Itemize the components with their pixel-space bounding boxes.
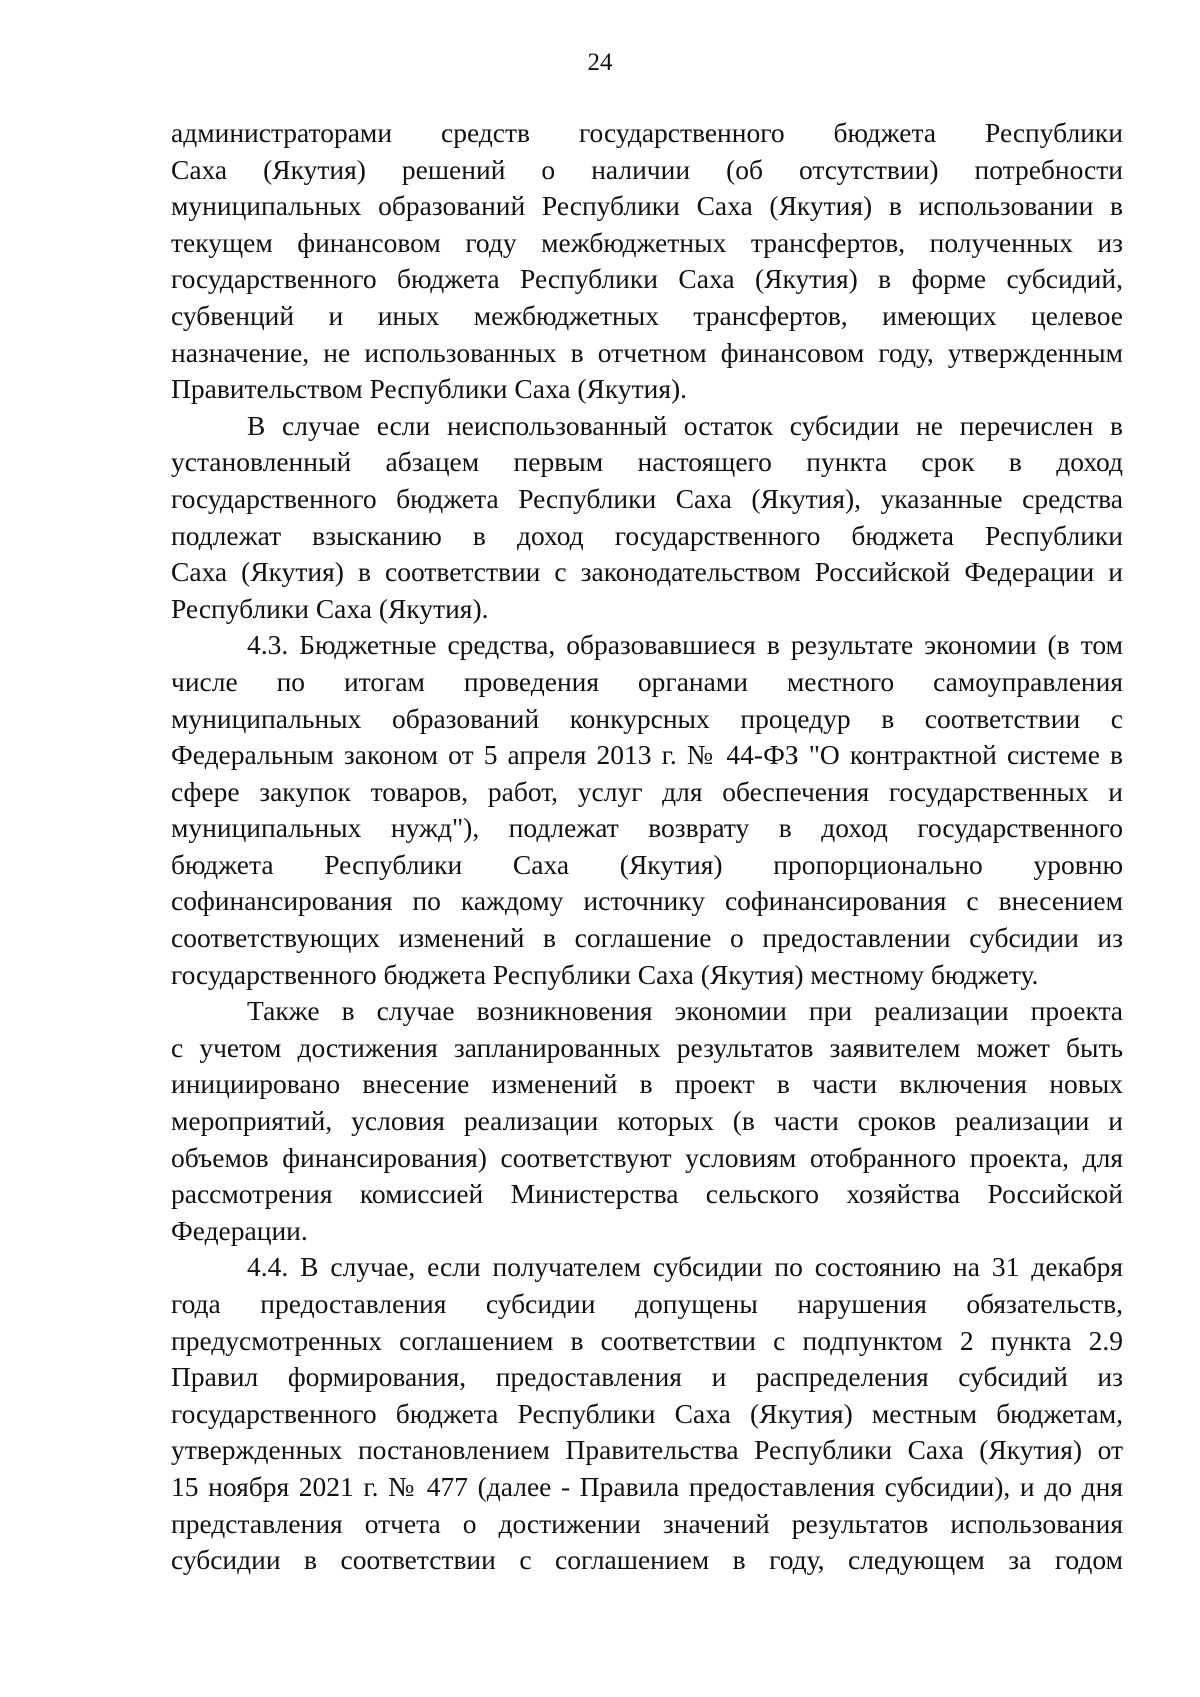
paragraph [171, 1249, 1123, 1578]
text-line: государственного бюджета Республики Саха (Якутия) в форме субсидий, [171, 263, 1123, 295]
text-line: рассмотрения комиссией Министерства сельского хозяйства Российской [171, 1178, 1123, 1210]
text-line: инициировано внесение изменений в проект в части включения новых [171, 1068, 1123, 1100]
paragraph [171, 115, 1123, 408]
document-body [171, 115, 1123, 1579]
text-line: субсидии в соответствии с соглашением в году, следующем за годом [171, 1544, 1123, 1576]
text-line: утвержденных постановлением Правительства Республики Саха (Якутия) от [171, 1434, 1123, 1466]
text-line: установленный абзацем первым настоящего пункта срок в доход [171, 446, 1123, 478]
text-line: субвенций и иных межбюджетных трансфертов, имеющих целевое [171, 299, 1123, 331]
text-line: государственного бюджета Республики Саха (Якутия), указанные средства [171, 482, 1123, 514]
text-line: Правительством Республики Саха (Якутия). [171, 373, 688, 405]
text-line: с учетом достижения запланированных результатов заявителем может быть [171, 1031, 1123, 1063]
text-line: Правил формирования, предоставления и распределения субсидий из [171, 1361, 1123, 1393]
text-line: софинансирования по каждому источнику софинансирования с внесением [171, 885, 1123, 917]
text-line: представления отчета о достижении значений результатов использования [171, 1507, 1123, 1539]
text-line: предусмотренных соглашением в соответствии с подпунктом 2 пункта 2.9 [171, 1324, 1123, 1356]
text-line: Саха (Якутия) решений о наличии (об отсутствии) потребности [171, 153, 1123, 185]
text-line: Саха (Якутия) в соответствии с законодательством Российской Федерации и [171, 556, 1123, 588]
text-line: Также в случае возникновения экономии при реализации проекта [247, 995, 1123, 1027]
text-line: Республики Саха (Якутия). [171, 592, 489, 624]
text-line: сфере закупок товаров, работ, услуг для обеспечения государственных и [171, 775, 1123, 807]
text-line: числе по итогам проведения органами местного самоуправления [171, 665, 1123, 697]
text-line: 15 ноября 2021 г. № 477 (далее - Правила предоставления субсидии), и до дня [171, 1470, 1123, 1502]
text-line: В случае если неиспользованный остаток субсидии не перечислен в [247, 409, 1123, 441]
text-line: Федеральным законом от 5 апреля 2013 г. № 44-ФЗ "О контрактной системе в [171, 739, 1123, 771]
text-line: государственного бюджета Республики Саха (Якутия) местным бюджетам, [171, 1397, 1123, 1429]
text-line: текущем финансовом году межбюджетных трансфертов, полученных из [171, 226, 1123, 258]
text-line: 4.4. В случае, если получателем субсидии по состоянию на 31 декабря [247, 1251, 1123, 1283]
paragraph [171, 408, 1123, 628]
text-line: Федерации. [171, 1214, 308, 1246]
text-line: муниципальных образований конкурсных процедур в соответствии с [171, 702, 1123, 734]
text-line: соответствующих изменений в соглашение о предоставлении субсидии из [171, 922, 1123, 954]
page-number: 24 [587, 49, 613, 76]
text-line: 4.3. Бюджетные средства, образовавшиеся в результате экономии (в том [247, 629, 1123, 661]
text-line: года предоставления субсидии допущены нарушения обязательств, [171, 1288, 1123, 1319]
text-line: назначение, не использованных в отчетном финансовом году, утвержденным [171, 336, 1123, 368]
paragraph [171, 993, 1123, 1249]
paragraph [171, 627, 1123, 993]
text-line: муниципальных образований Республики Саха (Якутия) в использовании в [171, 190, 1123, 222]
text-line: государственного бюджета Республики Саха (Якутия) местному бюджету. [171, 958, 1039, 990]
text-line: объемов финансирования) соответствуют условиям отобранного проекта, для [171, 1141, 1123, 1173]
text-line: администраторами средств государственного бюджета Республики [171, 117, 1123, 148]
text-line: подлежат взысканию в доход государственного бюджета Республики [171, 519, 1123, 551]
text-line: бюджета Республики Саха (Якутия) пропорционально уровню [171, 848, 1123, 880]
text-line: мероприятий, условия реализации которых (в части сроков реализации и [171, 1105, 1123, 1137]
text-line: муниципальных нужд"), подлежат возврату в доход государственного [171, 812, 1123, 844]
